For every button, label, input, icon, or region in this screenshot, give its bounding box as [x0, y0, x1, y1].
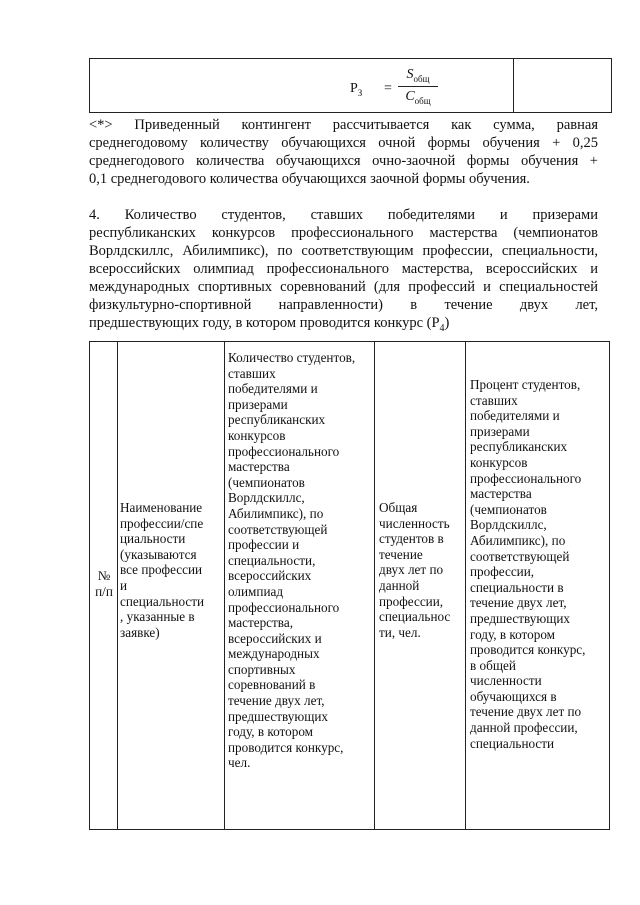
cell-text-line: , указанные в [120, 609, 195, 625]
column-divider [465, 342, 466, 829]
cell-text-line: профессии, [379, 593, 444, 609]
cell-text-line: студентов в [379, 531, 444, 547]
formula-denominator: $C_{общ}$ [405, 88, 431, 106]
cell-text-line: чел. [228, 755, 251, 771]
cell-text-line: спортивных [228, 661, 296, 677]
formula-fraction [398, 67, 438, 106]
cell-text-line: ставших [470, 392, 518, 408]
cell-text-line: профессионального [470, 470, 582, 486]
cell-text-line: п/п [95, 583, 113, 599]
cell-text-line: течение [379, 546, 423, 562]
cell-text-line: двух лет по [379, 562, 444, 578]
cell-text-line: проводится конкурс, [470, 642, 586, 658]
fraction-bar [398, 86, 438, 87]
cell-text-line: мастерства, [228, 615, 293, 631]
cell-text-line: данной профессии, [470, 720, 578, 736]
cell-text-line: всероссийских [228, 568, 312, 584]
cell-text-line: профессии/спе [120, 515, 204, 531]
cell-text-line: Количество студентов, [228, 350, 356, 365]
cell-text-line: соревнований в [228, 677, 316, 693]
header-total-students [379, 500, 450, 640]
criteria-table [89, 341, 610, 830]
formula-equals: = [384, 81, 392, 96]
cell-text-line: специальности в [470, 579, 564, 595]
section-line: республиканских конкурсов профессионального мастерства (чемпионатов [89, 225, 598, 241]
cell-text-line: ставших [228, 365, 276, 381]
cell-text-line: республиканских [228, 412, 326, 428]
cell-text-line: соответствующей [470, 548, 570, 564]
header-winners-count [228, 350, 355, 771]
cell-text-line: течение двух лет, [228, 693, 325, 709]
cell-text-line: обучающихся в [470, 688, 557, 704]
cell-text-line: численность [379, 515, 450, 531]
cell-text-line: победителями и [228, 381, 318, 397]
formula-numerator: $S_{общ}$ [406, 67, 430, 84]
cell-text-line: конкурсов [228, 427, 286, 443]
cell-text-line: республиканских [470, 439, 568, 455]
cell-text-line: данной [379, 577, 420, 593]
cell-text-line: № [97, 568, 111, 583]
cell-text-line: предшествующих [470, 610, 571, 626]
column-divider [117, 342, 118, 829]
cell-text-line: заявке) [120, 624, 160, 640]
header-profession-name [120, 500, 204, 640]
cell-text-line: течение двух лет по [470, 704, 582, 720]
cell-text-line: Абилимпикс), по [228, 505, 324, 521]
section-line: 4. Количество студентов, ставших победителями и призерами [89, 207, 598, 223]
cell-text-line: профессионального [228, 599, 340, 615]
cell-text-line: году, в котором [228, 724, 314, 740]
cell-text-line: циальности [120, 531, 186, 547]
cell-text-line: международных [228, 646, 320, 662]
footnote-line: <*> Приведенный контингент рассчитывается как сумма, равная [89, 117, 598, 133]
formula-table-divider [513, 59, 514, 112]
cell-text-line: численности [470, 673, 542, 689]
cell-text-line: профессионального [228, 443, 340, 459]
section-4-paragraph [89, 206, 598, 338]
section-line: всероссийских олимпиад профессионального мастерства, всероссийских и [89, 261, 598, 277]
cell-text-line: профессии и [228, 537, 300, 553]
cell-text-line: Абилимпикс), по [470, 532, 566, 548]
cell-text-line: специальнос [379, 609, 451, 625]
header-number [93, 568, 115, 599]
cell-text-line: Ворлдскиллс, [228, 490, 305, 506]
cell-text-line: победителями и [470, 408, 560, 424]
cell-text-line: призерами [470, 423, 530, 439]
cell-text-line: в общей [470, 657, 516, 673]
cell-text-line: конкурсов [470, 454, 528, 470]
column-divider [374, 342, 375, 829]
cell-text-line: Ворлдскиллс, [470, 517, 547, 533]
cell-text-line: (чемпионатов [228, 474, 305, 490]
cell-text-line: Общая [379, 500, 418, 515]
cell-text-line: предшествующих [228, 708, 329, 724]
section-line: физкультурно-спортивной направленности) в течение двух лет, [89, 297, 598, 313]
cell-text-line: все профессии [120, 562, 203, 578]
cell-text-line: всероссийских и [228, 630, 322, 646]
cell-text-line: Наименование [120, 500, 203, 515]
section-line: международных спортивных соревнований (для профессий и специальностей [89, 279, 598, 295]
footnote-paragraph [89, 116, 598, 188]
cell-text-line: специальности [470, 735, 555, 751]
cell-text-line: мастерства [228, 459, 290, 475]
column-divider [224, 342, 225, 829]
cell-text-line: олимпиад [228, 583, 284, 599]
cell-text-line: ти, чел. [379, 624, 421, 640]
cell-text-line: мастерства [470, 486, 532, 502]
formula-lhs: $Р_З$ [350, 81, 363, 98]
formula-table [89, 58, 612, 113]
cell-text-line: специальности [120, 593, 205, 609]
footnote-line: среднегодового количества обучающихся очно-заочной формы обучения + [89, 153, 598, 169]
cell-text-line: специальности, [228, 552, 316, 568]
footnote-line: 0,1 среднегодового количества обучающихся заочной формы обучения. [89, 171, 530, 187]
cell-text-line: соответствующей [228, 521, 328, 537]
section-line: Ворлдскиллс, Абилимпикс), по соответствующим профессии, специальности, [89, 243, 598, 259]
cell-text-line: году, в котором [470, 626, 556, 642]
footnote-line: среднегодовому количеству обучающихся очной формы обучения + 0,25 [89, 135, 598, 151]
cell-text-line: призерами [228, 396, 288, 412]
section-line: предшествующих году, в котором проводится конкурс $(Р_4)$ [89, 315, 450, 334]
cell-text-line: проводится конкурс, [228, 739, 344, 755]
cell-text-line: течение двух лет, [470, 595, 567, 611]
cell-text-line: Процент студентов, [470, 377, 581, 392]
cell-text-line: (указываются [120, 546, 197, 562]
cell-text-line: и [120, 577, 128, 593]
cell-text-line: профессии, [470, 564, 535, 580]
header-winners-percent [470, 377, 585, 751]
cell-text-line: (чемпионатов [470, 501, 547, 517]
